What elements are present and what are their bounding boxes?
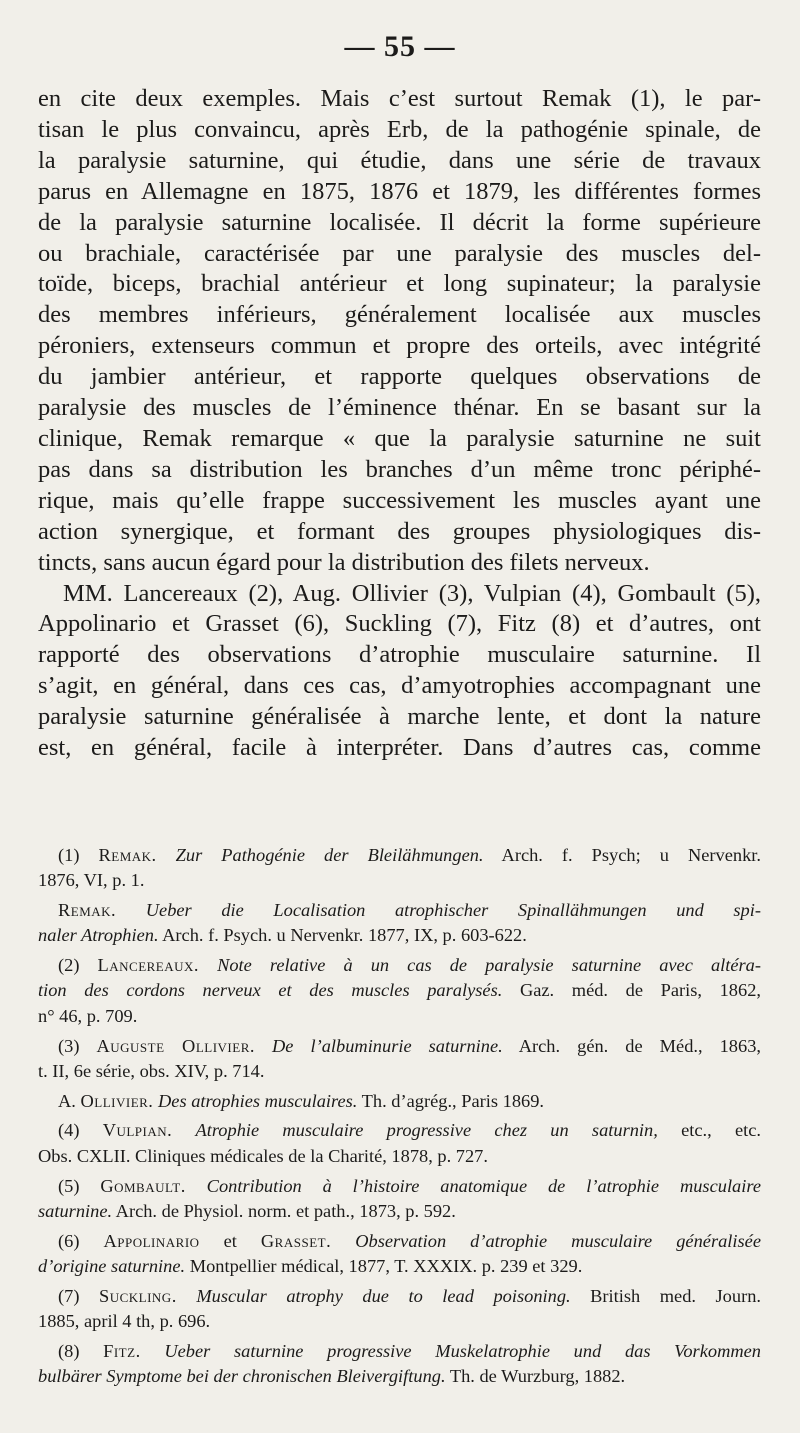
footnote-line xyxy=(38,1284,761,1309)
footnote-text: British med. Journ. xyxy=(570,1285,761,1306)
footnote-title: Des atrophies musculaires. xyxy=(158,1090,358,1111)
footnote-line xyxy=(38,1229,761,1254)
paragraph xyxy=(38,84,761,579)
footnote-text: 1885, april 4 th, p. 696. xyxy=(38,1311,211,1332)
footnote-line xyxy=(38,1118,761,1143)
footnote-text: (8) xyxy=(58,1340,104,1361)
footnote-author: Lancereaux. xyxy=(97,955,200,976)
footnote xyxy=(38,1229,761,1280)
footnote-title: naler Atrophien. xyxy=(38,925,159,946)
text-line: action synergique, et formant des groupes physiologiques dis- xyxy=(38,517,761,545)
footnote-line xyxy=(38,843,761,868)
footnote-text: Gaz. méd. de Paris, 1862, xyxy=(502,980,761,1001)
text-line: toïde, biceps, brachial antérieur et long supinateur; la paralysie xyxy=(38,270,761,298)
footnote xyxy=(38,953,761,1029)
footnote-author: Grasset. xyxy=(260,1230,332,1251)
footnote-line xyxy=(38,978,761,1003)
footnote-text: (4) xyxy=(58,1120,103,1141)
footnote-author: Ollivier. xyxy=(80,1090,154,1111)
footnote-line xyxy=(38,953,761,978)
footnote-text: (1) xyxy=(58,845,99,865)
footnote-line xyxy=(38,1059,761,1084)
footnote-line xyxy=(38,1309,761,1334)
footnote-author: Auguste Ollivier. xyxy=(96,1035,255,1056)
footnote-text: Montpellier médical, 1877, T. XXXIX. p. 239 et 329. xyxy=(185,1255,583,1276)
footnote-text xyxy=(177,1286,197,1306)
footnote-text: Arch. f. Psych. u Nervenkr. 1877, IX, p. 603-622. xyxy=(158,925,527,946)
footnotes xyxy=(38,843,761,1394)
footnote-line xyxy=(38,923,761,948)
footnote-text: (7) xyxy=(58,1285,99,1306)
footnote-author: Fitz. xyxy=(103,1340,141,1361)
text-line: tisan le plus convaincu, après Erb, de la pathogénie spinale, de xyxy=(38,115,761,143)
text-line: la paralysie saturnine, qui étudie, dans une série de travaux xyxy=(38,146,761,174)
footnote-text: (2) xyxy=(58,955,98,976)
footnote xyxy=(38,1339,761,1390)
footnote-text: n° 46, p. 709. xyxy=(38,1005,138,1026)
footnote-text: Arch. de Physiol. norm. et path., 1873, p. 592. xyxy=(112,1200,456,1221)
footnote-text: Arch. f. Psych; u Nervenkr. xyxy=(483,845,761,865)
footnote-title: Atrophie musculaire progressive chez un saturnin, xyxy=(195,1120,658,1141)
footnote-text xyxy=(116,900,146,920)
footnote xyxy=(38,1118,761,1169)
footnote-line xyxy=(38,1144,761,1169)
text-line: ou brachiale, caractérisée par une paralysie des muscles del- xyxy=(38,239,761,267)
text-line: pas dans sa distribution les branches d’un même tronc périphé- xyxy=(38,455,761,483)
footnote-line xyxy=(38,898,761,923)
text-line: est, en général, facile à interpréter. Dans d’autres cas, comme xyxy=(38,734,761,762)
text-line: paralysie saturnine généralisée à marche lente, et dont la nature xyxy=(38,703,761,731)
footnote-text: 1876, VI, p. 1. xyxy=(38,870,145,891)
footnote-title: bulbärer Symptome bei der chronischen Bleivergiftung. xyxy=(38,1366,446,1387)
text-line: rique, mais qu’elle frappe successivement les muscles ayant une xyxy=(38,486,761,514)
footnote-title: Note relative à un cas de paralysie saturnine avec altéra- xyxy=(217,955,762,976)
footnote-text: etc., etc. xyxy=(657,1120,761,1141)
footnote-text xyxy=(157,845,176,865)
footnote-text: et xyxy=(199,1230,261,1251)
footnote-line xyxy=(38,1089,761,1114)
footnote-title: saturnine. xyxy=(38,1200,113,1221)
text-line: péroniers, extenseurs commun et propre des orteils, avec intégrité xyxy=(38,332,761,360)
text-line: MM. Lancereaux (2), Aug. Ollivier (3), Vulpian (4), Gombault (5), xyxy=(63,579,761,607)
footnote-line xyxy=(38,1339,761,1364)
footnote-text: t. II, 6e série, obs. XIV, p. 714. xyxy=(38,1060,265,1081)
footnote xyxy=(38,1284,761,1335)
footnote-line xyxy=(38,868,761,893)
footnote-text: Obs. CXLII. Cliniques médicales de la Charité, 1878, p. 727. xyxy=(38,1145,488,1166)
footnote-text xyxy=(255,1036,272,1056)
footnote-author: Remak. xyxy=(98,845,157,865)
footnote-author: Appolinario xyxy=(103,1230,200,1251)
footnote xyxy=(38,898,761,949)
footnote-title: Ueber saturnine progressive Muskelatrophie und das Vorkommen xyxy=(164,1340,761,1361)
footnote-title: De l’albuminurie saturnine. xyxy=(272,1035,503,1056)
footnote xyxy=(38,1089,761,1114)
footnote-text: (5) xyxy=(58,1175,101,1196)
text-line: tincts, sans aucun égard pour la distribution des filets nerveux. xyxy=(38,548,650,576)
text-line: en cite deux exemples. Mais c’est surtout Remak (1), le par- xyxy=(38,85,761,112)
footnote-text: (3) xyxy=(58,1035,97,1056)
footnote-text: (6) xyxy=(58,1230,104,1251)
footnote xyxy=(38,1034,761,1085)
footnote-title: Zur Pathogénie der Bleilähmungen. xyxy=(175,845,484,865)
text-line: de la paralysie saturnine localisée. Il décrit la forme supérieure xyxy=(38,208,761,236)
footnote-line xyxy=(38,1034,761,1059)
footnote-line xyxy=(38,1199,761,1224)
footnote-title: Ueber die Localisation atrophischer Spinallähmungen und spi- xyxy=(145,900,761,921)
footnote-text xyxy=(141,1341,165,1361)
footnote-line xyxy=(38,1364,761,1389)
body-text xyxy=(38,84,761,764)
footnote xyxy=(38,843,761,894)
text-line: clinique, Remak remarque « que la paralysie saturnine ne suit xyxy=(38,424,761,452)
footnote-line xyxy=(38,1004,761,1029)
footnote-title: Contribution à l’histoire anatomique de l’atrophie musculaire xyxy=(206,1175,761,1196)
page-number: — 55 — xyxy=(344,30,456,63)
footnote-title: d’origine saturnine. xyxy=(38,1255,186,1276)
footnote-author: Gombault. xyxy=(100,1175,186,1196)
footnote-text xyxy=(199,955,217,975)
text-line: s’agit, en général, dans ces cas, d’amyotrophies accompagnant une xyxy=(38,672,761,700)
footnote-text xyxy=(186,1176,207,1196)
paragraph xyxy=(38,579,761,764)
footnote-line xyxy=(38,1174,761,1199)
text-line: du jambier antérieur, et rapporte quelques observations de xyxy=(38,363,761,391)
footnote-text xyxy=(331,1231,355,1251)
footnote-text: Th. d’agrég., Paris 1869. xyxy=(357,1090,545,1111)
footnote-title: Observation d’atrophie musculaire généralisée xyxy=(355,1230,761,1251)
footnote-text: Arch. gén. de Méd., 1863, xyxy=(502,1035,761,1056)
text-line: parus en Allemagne en 1875, 1876 et 1879, les différentes formes xyxy=(38,177,761,205)
text-line: rapporté des observations d’atrophie musculaire saturnine. Il xyxy=(38,641,761,669)
footnote-text xyxy=(172,1120,195,1140)
footnote-title: tion des cordons nerveux et des muscles paralysés. xyxy=(38,980,503,1001)
footnote-author: Remak. xyxy=(58,900,117,921)
footnote-line xyxy=(38,1254,761,1279)
footnote-author: Vulpian. xyxy=(102,1120,173,1141)
text-line: paralysie des muscles de l’éminence thénar. En se basant sur la xyxy=(38,394,761,422)
footnote xyxy=(38,1174,761,1225)
footnote-text: A. xyxy=(58,1090,81,1111)
footnote-title: Muscular atrophy due to lead poisoning. xyxy=(196,1285,571,1306)
footnote-author: Suckling. xyxy=(98,1285,177,1306)
text-line: des membres inférieurs, généralement localisée aux muscles xyxy=(38,301,761,329)
footnote-text: Th. de Wurzburg, 1882. xyxy=(445,1366,626,1387)
text-line: Appolinario et Grasset (6), Suckling (7), Fitz (8) et d’autres, ont xyxy=(38,610,761,638)
